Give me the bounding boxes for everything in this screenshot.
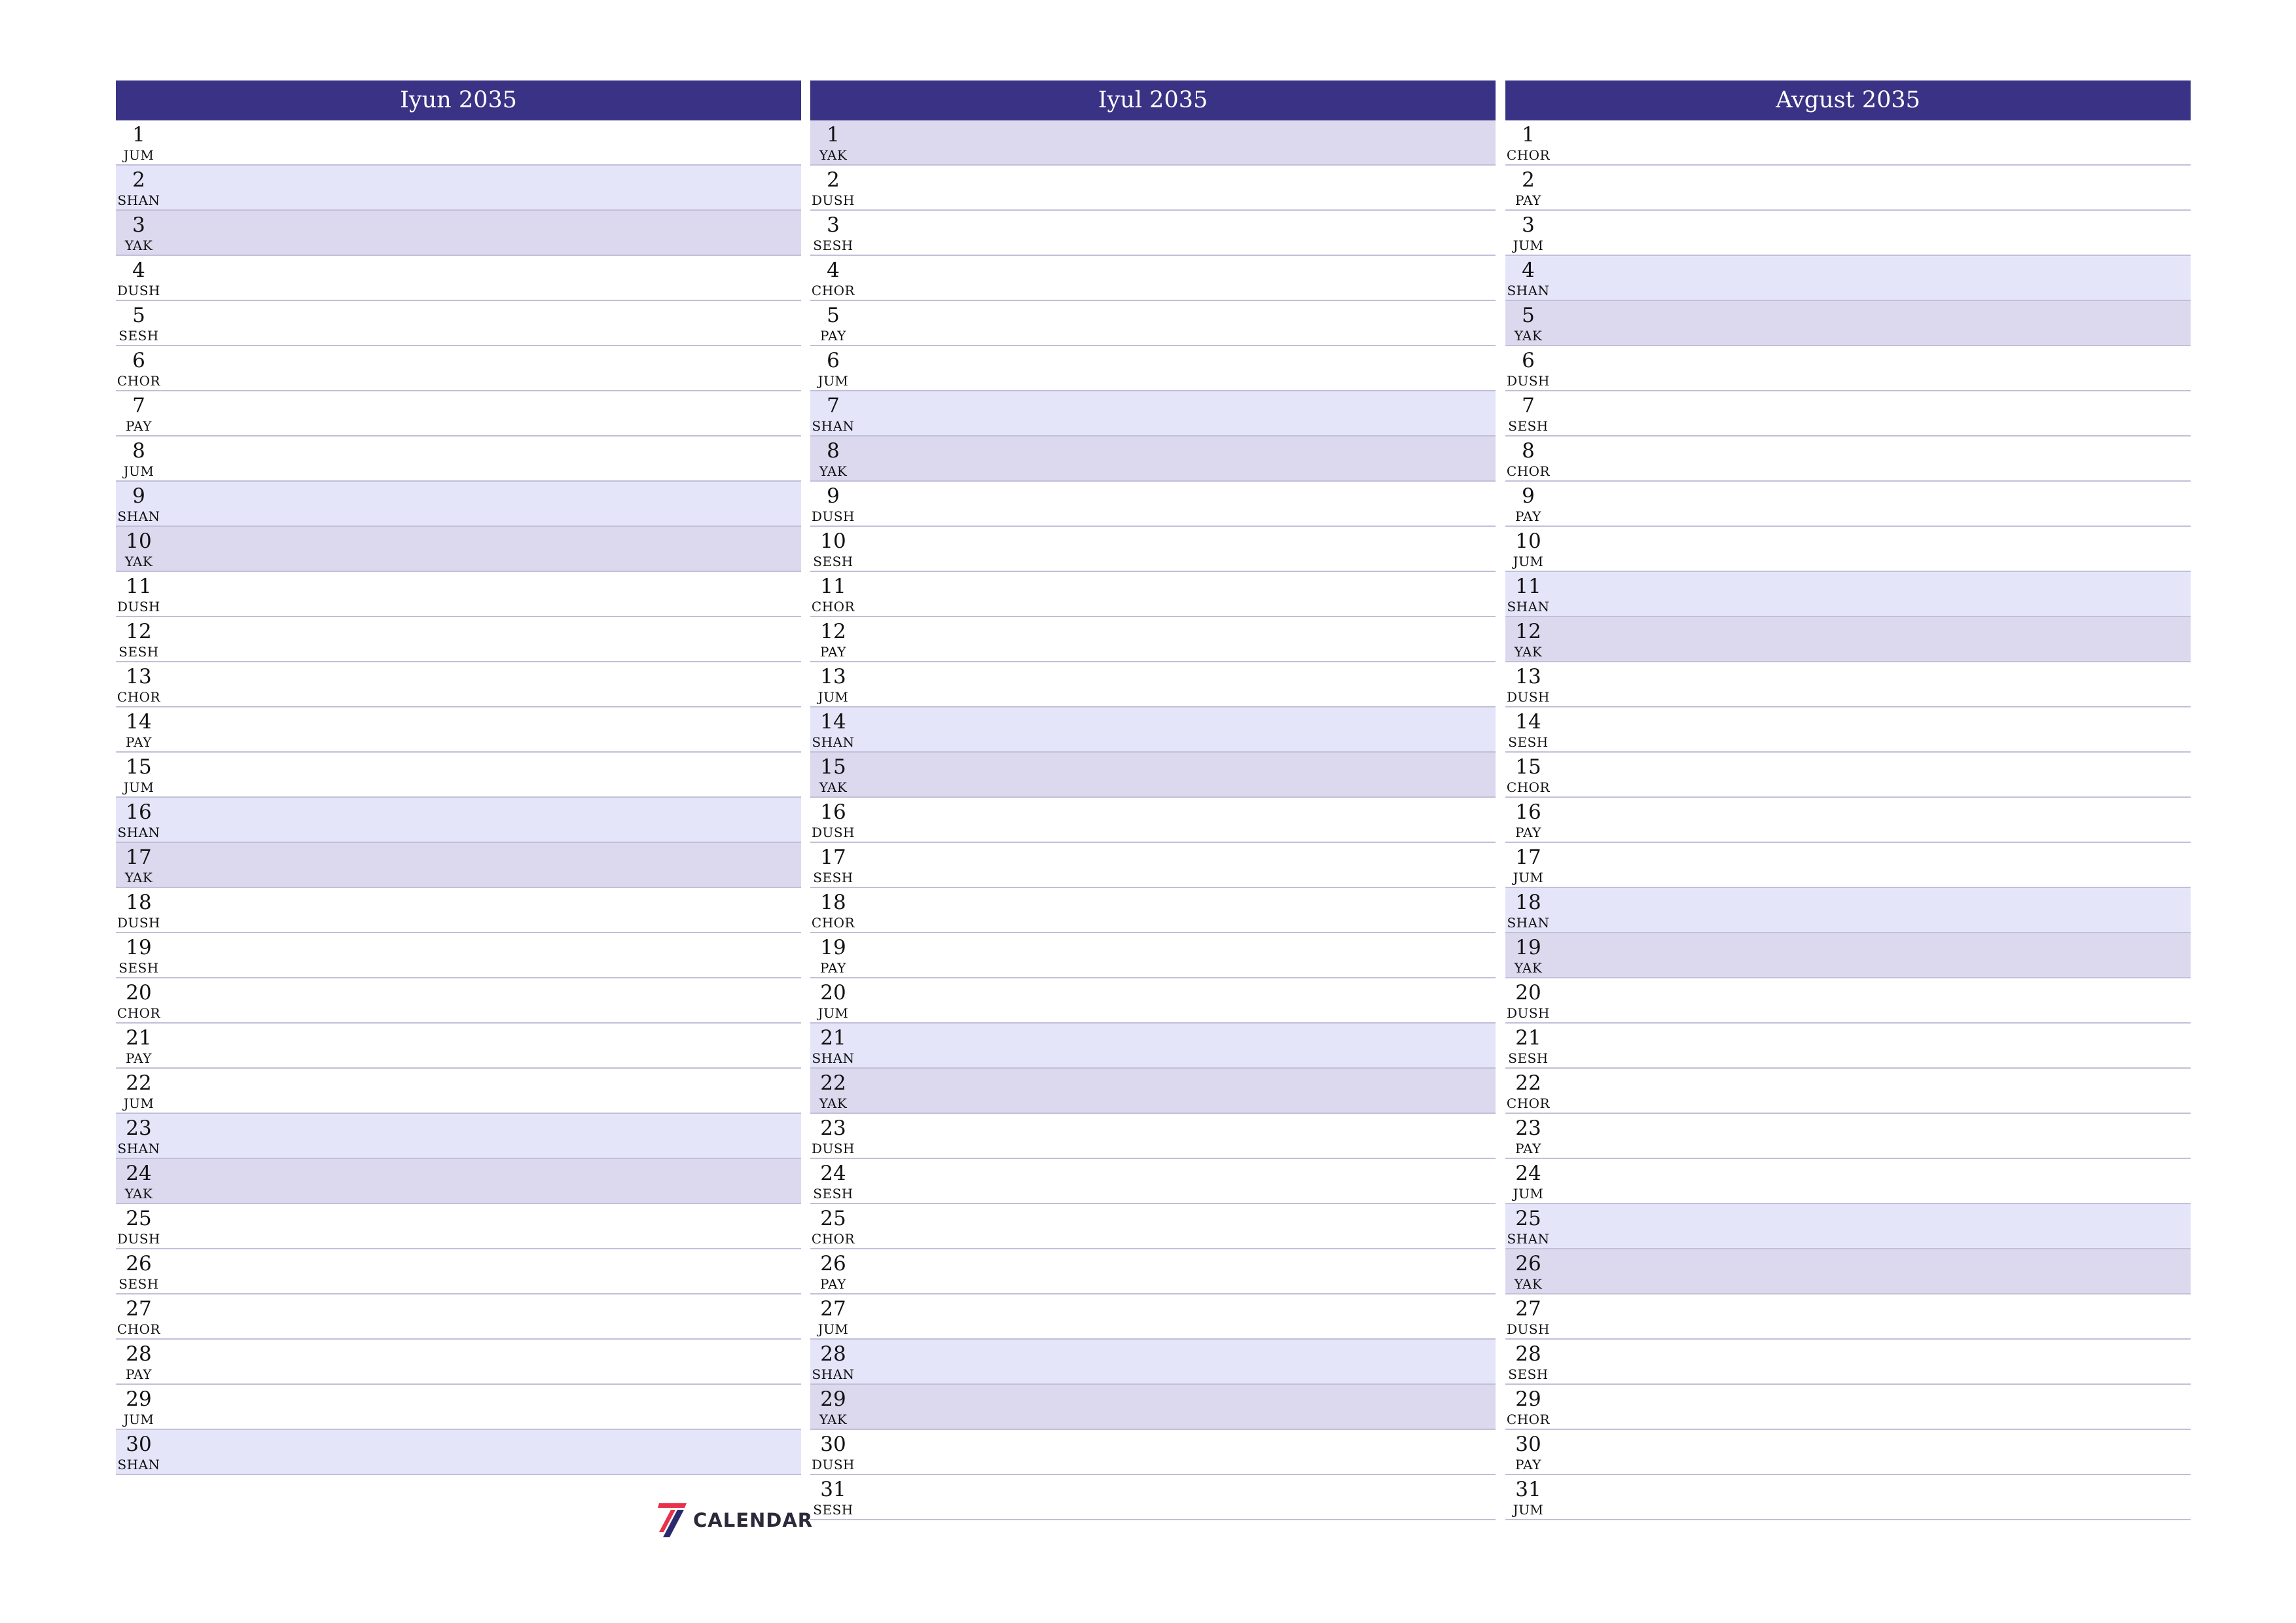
logo-top-bar (658, 1503, 687, 1508)
day-row[interactable] (810, 1294, 1496, 1340)
day-row[interactable] (1505, 798, 2191, 843)
day-row[interactable] (116, 617, 801, 662)
day-number: 16 (820, 800, 846, 824)
day-row[interactable] (810, 572, 1496, 617)
day-number: 15 (820, 755, 846, 779)
day-row[interactable] (116, 1204, 801, 1249)
day-number: 11 (820, 575, 846, 598)
weekday-label: JUM (1513, 554, 1544, 569)
day-number: 14 (126, 710, 152, 734)
weekday-label: CHOR (117, 689, 161, 705)
day-row[interactable] (810, 617, 1496, 662)
day-row[interactable] (1505, 888, 2191, 933)
day-number: 25 (1515, 1207, 1541, 1230)
day-row[interactable] (810, 437, 1496, 482)
weekday-label: CHOR (811, 915, 855, 931)
weekday-label: PAY (126, 1050, 152, 1066)
day-number: 18 (126, 891, 152, 914)
day-number: 8 (132, 439, 145, 463)
day-number: 22 (820, 1071, 846, 1095)
weekday-label: SESH (813, 238, 853, 253)
day-row[interactable] (1505, 1204, 2191, 1249)
day-number: 17 (126, 846, 152, 869)
day-number: 19 (1515, 936, 1541, 959)
weekday-label: SHAN (117, 508, 160, 524)
day-list (810, 120, 1496, 1520)
weekday-label: SESH (118, 960, 159, 976)
day-row[interactable] (116, 391, 801, 437)
day-row[interactable] (1505, 437, 2191, 482)
day-number: 18 (820, 891, 846, 914)
day-row[interactable] (116, 1114, 801, 1159)
weekday-label: SESH (813, 1186, 853, 1202)
day-number: 14 (1515, 710, 1541, 734)
day-number: 7 (1522, 394, 1535, 418)
weekday-label: DUSH (117, 599, 161, 615)
day-number: 30 (820, 1433, 846, 1456)
weekday-label: YAK (819, 779, 848, 795)
day-number: 21 (126, 1026, 152, 1050)
weekday-label: SESH (813, 554, 853, 569)
day-number: 26 (1515, 1252, 1541, 1275)
day-row[interactable] (810, 256, 1496, 301)
weekday-label: SHAN (1507, 599, 1550, 615)
day-number: 9 (132, 484, 145, 508)
weekday-label: CHOR (811, 599, 855, 615)
weekday-label: SESH (1508, 1050, 1549, 1066)
brand-text: CALENDAR (693, 1509, 814, 1531)
day-row[interactable] (810, 1159, 1496, 1204)
weekday-label: SESH (1508, 1366, 1549, 1382)
day-number: 7 (132, 394, 145, 418)
day-row[interactable] (1505, 933, 2191, 978)
day-row[interactable] (116, 978, 801, 1024)
day-row[interactable] (1505, 256, 2191, 301)
day-row[interactable] (116, 1069, 801, 1114)
day-number: 20 (126, 981, 152, 1005)
day-row[interactable] (1505, 346, 2191, 391)
weekday-label: YAK (1514, 328, 1543, 344)
weekday-label: DUSH (117, 283, 161, 298)
day-number: 17 (820, 846, 846, 869)
weekday-label: JUM (1513, 1186, 1544, 1202)
day-number: 5 (827, 304, 840, 327)
day-number: 26 (820, 1252, 846, 1275)
day-row[interactable] (116, 256, 801, 301)
weekday-label: SESH (813, 870, 853, 885)
weekday-label: YAK (819, 1412, 848, 1427)
day-number: 10 (1515, 529, 1541, 553)
day-number: 4 (1522, 259, 1535, 282)
day-row[interactable] (1505, 1340, 2191, 1385)
day-number: 9 (1522, 484, 1535, 508)
day-row[interactable] (810, 753, 1496, 798)
day-number: 23 (126, 1116, 152, 1140)
month-column-july (810, 80, 1496, 1520)
weekday-label: PAY (1515, 1457, 1541, 1472)
day-number: 12 (1515, 620, 1541, 643)
day-row[interactable] (810, 301, 1496, 346)
weekday-label: SHAN (812, 1050, 855, 1066)
day-row[interactable] (810, 1204, 1496, 1249)
weekday-label: SESH (118, 1276, 159, 1292)
day-row[interactable] (1505, 572, 2191, 617)
day-number: 15 (1515, 755, 1541, 779)
day-number: 11 (1515, 575, 1541, 598)
day-row[interactable] (116, 933, 801, 978)
day-number: 25 (820, 1207, 846, 1230)
day-row[interactable] (1505, 527, 2191, 572)
weekday-label: YAK (819, 147, 848, 163)
day-number: 12 (820, 620, 846, 643)
day-number: 22 (1515, 1071, 1541, 1095)
day-row[interactable] (116, 753, 801, 798)
weekday-label: CHOR (811, 283, 855, 298)
weekday-label: SESH (1508, 418, 1549, 434)
day-number: 18 (1515, 891, 1541, 914)
day-number: 24 (126, 1162, 152, 1185)
day-number: 15 (126, 755, 152, 779)
month-column-june (116, 80, 801, 1475)
month-column-august (1505, 80, 2191, 1520)
day-row[interactable] (116, 707, 801, 753)
weekday-label: DUSH (811, 1457, 855, 1472)
weekday-label: CHOR (1506, 463, 1551, 479)
day-row[interactable] (116, 1249, 801, 1294)
day-row[interactable] (1505, 1475, 2191, 1520)
day-row[interactable] (116, 798, 801, 843)
day-row[interactable] (1505, 1430, 2191, 1475)
day-row[interactable] (1505, 482, 2191, 527)
weekday-label: CHOR (1506, 1096, 1551, 1111)
day-number: 3 (827, 213, 840, 237)
day-row[interactable] (810, 978, 1496, 1024)
day-list (116, 120, 801, 1475)
day-number: 6 (827, 349, 840, 372)
weekday-label: JUM (123, 1412, 154, 1427)
weekday-label: YAK (1514, 644, 1543, 660)
day-row[interactable] (810, 527, 1496, 572)
day-row[interactable] (116, 1024, 801, 1069)
day-number: 28 (820, 1342, 846, 1366)
day-row[interactable] (116, 437, 801, 482)
weekday-label: JUM (123, 779, 154, 795)
weekday-label: CHOR (117, 1321, 161, 1337)
day-number: 17 (1515, 846, 1541, 869)
day-number: 31 (820, 1478, 846, 1501)
weekday-label: PAY (1515, 192, 1541, 208)
day-number: 5 (132, 304, 145, 327)
weekday-label: PAY (1515, 825, 1541, 840)
month-title: Avgust 2035 (1505, 80, 2191, 120)
day-row[interactable] (810, 1024, 1496, 1069)
day-number: 1 (1522, 123, 1535, 147)
day-row[interactable] (810, 933, 1496, 978)
day-row[interactable] (116, 662, 801, 707)
weekday-label: PAY (126, 734, 152, 750)
day-number: 19 (126, 936, 152, 959)
weekday-label: DUSH (811, 508, 855, 524)
day-row[interactable] (116, 211, 801, 256)
day-number: 31 (1515, 1478, 1541, 1501)
day-number: 4 (132, 259, 145, 282)
day-row[interactable] (116, 1159, 801, 1204)
weekday-label: JUM (1513, 1502, 1544, 1518)
day-row[interactable] (810, 1069, 1496, 1114)
day-number: 26 (126, 1252, 152, 1275)
weekday-label: DUSH (1506, 373, 1551, 389)
day-row[interactable] (810, 888, 1496, 933)
day-row[interactable] (1505, 843, 2191, 888)
day-number: 13 (126, 665, 152, 688)
day-row[interactable] (1505, 1069, 2191, 1114)
day-row[interactable] (1505, 301, 2191, 346)
day-row[interactable] (116, 1294, 801, 1340)
day-number: 5 (1522, 304, 1535, 327)
day-number: 28 (126, 1342, 152, 1366)
weekday-label: YAK (819, 1096, 848, 1111)
day-number: 21 (1515, 1026, 1541, 1050)
day-number: 25 (126, 1207, 152, 1230)
day-row[interactable] (1505, 120, 2191, 166)
day-row[interactable] (116, 120, 801, 166)
month-title: Iyul 2035 (810, 80, 1496, 120)
day-number: 27 (126, 1297, 152, 1321)
day-number: 2 (827, 168, 840, 192)
day-row[interactable] (1505, 617, 2191, 662)
weekday-label: SHAN (117, 825, 160, 840)
day-row[interactable] (810, 1340, 1496, 1385)
day-row[interactable] (1505, 166, 2191, 211)
weekday-label: PAY (126, 418, 152, 434)
day-number: 23 (820, 1116, 846, 1140)
weekday-label: JUM (1513, 238, 1544, 253)
weekday-label: JUM (123, 463, 154, 479)
weekday-label: SHAN (117, 192, 160, 208)
day-number: 6 (1522, 349, 1535, 372)
day-row[interactable] (116, 843, 801, 888)
day-row[interactable] (810, 166, 1496, 211)
weekday-label: YAK (819, 463, 848, 479)
day-row[interactable] (1505, 707, 2191, 753)
day-number: 11 (126, 575, 152, 598)
seven-logo-icon (658, 1502, 688, 1539)
weekday-label: SHAN (1507, 1231, 1550, 1247)
weekday-label: DUSH (117, 1231, 161, 1247)
weekday-label: SESH (118, 328, 159, 344)
day-row[interactable] (116, 1385, 801, 1430)
weekday-label: DUSH (1506, 1005, 1551, 1021)
day-number: 6 (132, 349, 145, 372)
day-list (1505, 120, 2191, 1520)
weekday-label: JUM (1513, 870, 1544, 885)
day-row[interactable] (116, 1340, 801, 1385)
day-row[interactable] (1505, 1159, 2191, 1204)
weekday-label: DUSH (1506, 689, 1551, 705)
day-row[interactable] (810, 211, 1496, 256)
day-number: 9 (827, 484, 840, 508)
weekday-label: YAK (124, 554, 153, 569)
weekday-label: PAY (1515, 1141, 1541, 1156)
day-number: 13 (820, 665, 846, 688)
weekday-label: JUM (123, 147, 154, 163)
day-row[interactable] (1505, 1249, 2191, 1294)
day-number: 1 (827, 123, 840, 147)
weekday-label: SHAN (1507, 283, 1550, 298)
day-row[interactable] (1505, 1294, 2191, 1340)
day-row[interactable] (810, 1430, 1496, 1475)
weekday-label: PAY (820, 1276, 846, 1292)
day-row[interactable] (810, 662, 1496, 707)
day-row[interactable] (810, 120, 1496, 166)
day-row[interactable] (116, 482, 801, 527)
day-number: 24 (820, 1162, 846, 1185)
day-number: 20 (1515, 981, 1541, 1005)
weekday-label: SHAN (812, 734, 855, 750)
weekday-label: DUSH (811, 825, 855, 840)
day-number: 30 (126, 1433, 152, 1456)
weekday-label: CHOR (117, 1005, 161, 1021)
weekday-label: DUSH (1506, 1321, 1551, 1337)
day-number: 14 (820, 710, 846, 734)
weekday-label: DUSH (811, 1141, 855, 1156)
day-row[interactable] (1505, 753, 2191, 798)
day-row[interactable] (810, 1385, 1496, 1430)
day-row[interactable] (116, 301, 801, 346)
day-number: 2 (1522, 168, 1535, 192)
weekday-label: CHOR (1506, 1412, 1551, 1427)
day-number: 10 (126, 529, 152, 553)
day-row[interactable] (1505, 1114, 2191, 1159)
day-row[interactable] (810, 798, 1496, 843)
day-number: 29 (126, 1387, 152, 1411)
day-row[interactable] (116, 527, 801, 572)
weekday-label: CHOR (1506, 779, 1551, 795)
weekday-label: PAY (820, 328, 846, 344)
day-row[interactable] (116, 572, 801, 617)
day-number: 8 (827, 439, 840, 463)
day-number: 20 (820, 981, 846, 1005)
weekday-label: PAY (820, 960, 846, 976)
day-number: 2 (132, 168, 145, 192)
day-number: 19 (820, 936, 846, 959)
day-number: 21 (820, 1026, 846, 1050)
weekday-label: PAY (126, 1366, 152, 1382)
month-title: Iyun 2035 (116, 80, 801, 120)
day-number: 4 (827, 259, 840, 282)
weekday-label: PAY (1515, 508, 1541, 524)
day-number: 28 (1515, 1342, 1541, 1366)
weekday-label: YAK (124, 870, 153, 885)
day-row[interactable] (810, 1249, 1496, 1294)
day-number: 8 (1522, 439, 1535, 463)
day-row[interactable] (810, 707, 1496, 753)
weekday-label: JUM (817, 1005, 849, 1021)
day-number: 29 (820, 1387, 846, 1411)
day-number: 3 (132, 213, 145, 237)
day-number: 10 (820, 529, 846, 553)
day-row[interactable] (810, 1475, 1496, 1520)
weekday-label: CHOR (811, 1231, 855, 1247)
weekday-label: SHAN (1507, 915, 1550, 931)
weekday-label: DUSH (117, 915, 161, 931)
weekday-label: JUM (817, 689, 849, 705)
weekday-label: SHAN (117, 1457, 160, 1472)
day-number: 29 (1515, 1387, 1541, 1411)
weekday-label: CHOR (1506, 147, 1551, 163)
day-row[interactable] (1505, 662, 2191, 707)
weekday-label: PAY (820, 644, 846, 660)
day-number: 16 (1515, 800, 1541, 824)
day-row[interactable] (1505, 1024, 2191, 1069)
day-row[interactable] (810, 482, 1496, 527)
weekday-label: SESH (813, 1502, 853, 1518)
day-row[interactable] (116, 888, 801, 933)
weekday-label: SHAN (812, 418, 855, 434)
day-number: 23 (1515, 1116, 1541, 1140)
weekday-label: JUM (123, 1096, 154, 1111)
day-row[interactable] (116, 346, 801, 391)
weekday-label: SHAN (117, 1141, 160, 1156)
weekday-label: YAK (1514, 1276, 1543, 1292)
day-number: 16 (126, 800, 152, 824)
weekday-label: YAK (124, 238, 153, 253)
day-number: 1 (132, 123, 145, 147)
day-row[interactable] (1505, 978, 2191, 1024)
brand-logo (658, 1502, 813, 1539)
weekday-label: YAK (124, 1186, 153, 1202)
weekday-label: DUSH (811, 192, 855, 208)
day-row[interactable] (1505, 1385, 2191, 1430)
weekday-label: CHOR (117, 373, 161, 389)
day-row[interactable] (810, 391, 1496, 437)
weekday-label: JUM (817, 1321, 849, 1337)
weekday-label: SESH (1508, 734, 1549, 750)
weekday-label: SHAN (812, 1366, 855, 1382)
day-row[interactable] (116, 1430, 801, 1475)
day-number: 3 (1522, 213, 1535, 237)
day-number: 24 (1515, 1162, 1541, 1185)
day-row[interactable] (1505, 391, 2191, 437)
day-number: 12 (126, 620, 152, 643)
day-row[interactable] (116, 166, 801, 211)
day-number: 30 (1515, 1433, 1541, 1456)
day-number: 27 (820, 1297, 846, 1321)
day-row[interactable] (810, 1114, 1496, 1159)
day-number: 7 (827, 394, 840, 418)
weekday-label: SESH (118, 644, 159, 660)
day-row[interactable] (810, 843, 1496, 888)
day-row[interactable] (1505, 211, 2191, 256)
weekday-label: YAK (1514, 960, 1543, 976)
weekday-label: JUM (817, 373, 849, 389)
day-number: 22 (126, 1071, 152, 1095)
day-row[interactable] (810, 346, 1496, 391)
day-number: 13 (1515, 665, 1541, 688)
day-number: 27 (1515, 1297, 1541, 1321)
